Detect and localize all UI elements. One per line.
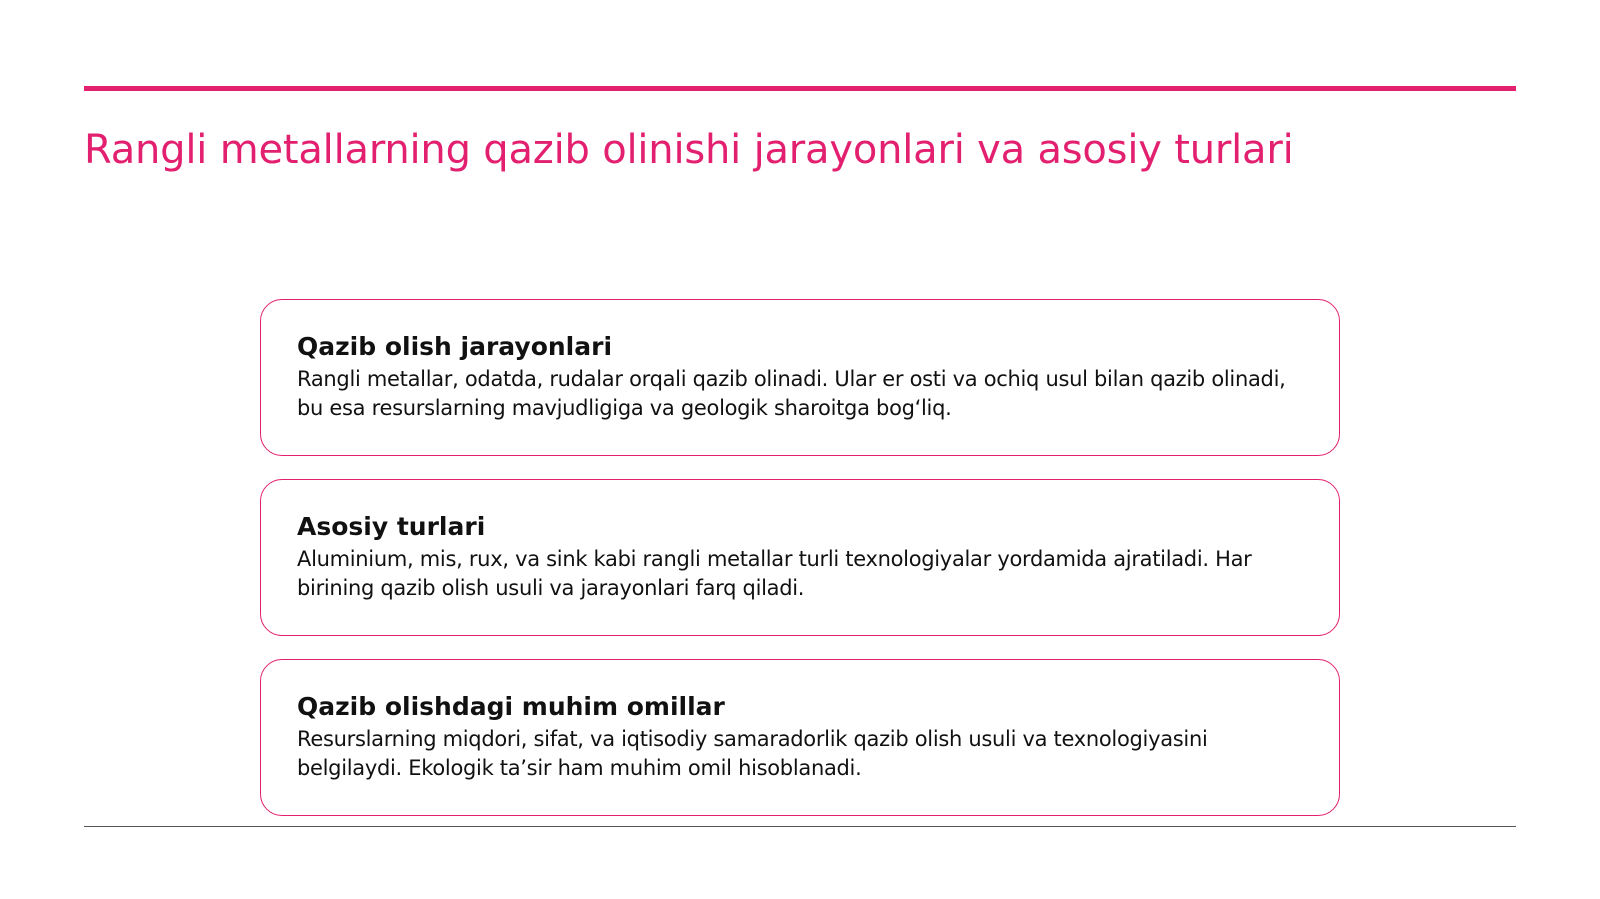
card-extraction-processes [260, 299, 1340, 456]
card-main-types [260, 479, 1340, 636]
card-title: Asosiy turlari [297, 512, 486, 541]
card-title: Qazib olishdagi muhim omillar [297, 692, 725, 721]
card-text: Resurslarning miqdori, sifat, va iqtisodiy samaradorlik qazib olish usuli va texnologiyasini belgilaydi. Ekologik ta’sir ham muhim omil hisoblanadi. [297, 727, 1208, 780]
card-text: Aluminium, mis, rux, va sink kabi rangli metallar turli texnologiyalar yordamida ajratiladi. Har birining qazib olish usuli va jarayonlari farq qiladi. [297, 547, 1252, 600]
card-title: Qazib olish jarayonlari [297, 332, 613, 361]
card-important-factors [260, 659, 1340, 816]
top-accent-rule [84, 86, 1516, 91]
card-text: Rangli metallar, odatda, rudalar orqali qazib olinadi. Ular er osti va ochiq usul bilan qazib olinadi, bu esa resurslarning mavjudligiga va geologik sharoitga bog‘liq. [297, 367, 1286, 420]
bottom-divider [84, 826, 1516, 827]
page-title: Rangli metallarning qazib olinishi jarayonlari va asosiy turlari [84, 127, 1294, 173]
cards-list [260, 299, 1340, 839]
